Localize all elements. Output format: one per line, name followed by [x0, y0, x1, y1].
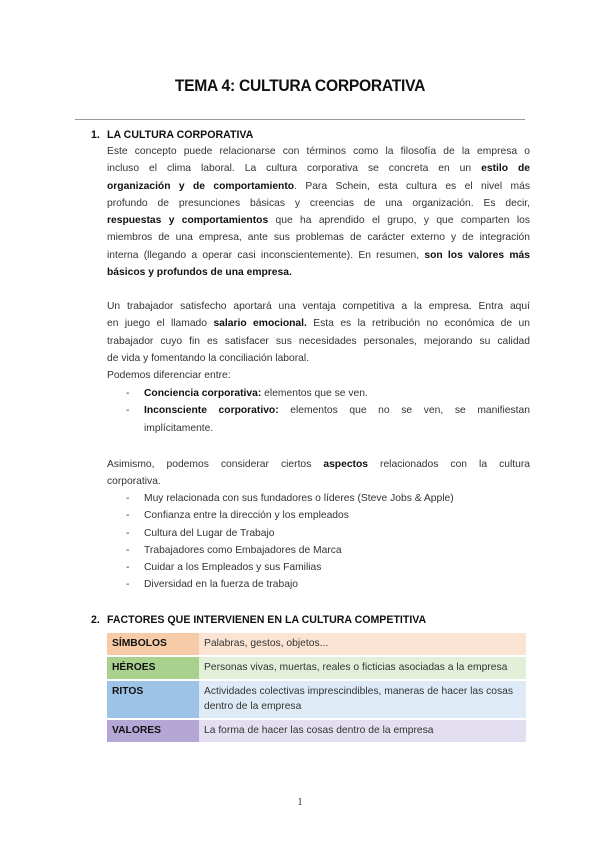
section-2-heading: [91, 614, 426, 626]
section-1-number: 1.: [91, 129, 100, 141]
text-line: Podemos diferenciar entre:: [107, 370, 231, 382]
factor-value-cell: Palabras, gestos, objetos...: [199, 633, 526, 655]
aspects-list: [107, 490, 530, 594]
factor-key-cell: HÉROES: [107, 657, 199, 679]
text-line: trabajador cuyo fin es satisfacer sus necesidades personales, mejorando su calidad: [107, 335, 530, 347]
table-row: [107, 720, 526, 742]
list-item: - Confianza entre la dirección y los empleados: [107, 507, 530, 524]
corporate-types-list: [107, 385, 530, 437]
table-row: [107, 681, 526, 718]
text-line: en juego el llamado salario emocional. Esta es la retribución no económica de un: [107, 318, 530, 330]
factor-value-cell: La forma de hacer las cosas dentro de la empresa: [199, 720, 526, 742]
table-row: [107, 633, 526, 655]
paragraph-aspects: [107, 456, 530, 491]
text-line: profundo de presunciones básicas y creencias de una organización. Es decir,: [107, 197, 530, 209]
list-item: - Trabajadores como Embajadores de Marca: [107, 542, 530, 559]
section-2-number: 2.: [91, 614, 100, 626]
factor-key-cell: RITOS: [107, 681, 199, 718]
list-item: - Inconsciente corporativo: elementos que no se ven, se manifiestan implícitamente.: [107, 402, 530, 437]
page-number: 1: [297, 797, 303, 808]
section-1-title: LA CULTURA CORPORATIVA: [107, 129, 254, 141]
section-1-heading: [91, 129, 253, 141]
text-line: organización y de comportamiento. Para Schein, esta cultura es el nivel más: [107, 180, 531, 192]
factors-table: [107, 631, 526, 744]
list-item: - Cultura del Lugar de Trabajo: [107, 525, 530, 542]
text-line: Asimismo, podemos considerar ciertos aspectos relacionados con la cultura: [107, 459, 530, 470]
page-title: TEMA 4: CULTURA CORPORATIVA: [174, 76, 426, 95]
text-line: respuestas y comportamientos que ha aprendido el grupo, y que comparten los: [107, 215, 530, 227]
factor-value-cell: Actividades colectivas imprescindibles, maneras de hacer las cosas dentro de la empresa: [199, 681, 526, 718]
factor-key-cell: SÍMBOLOS: [107, 633, 199, 655]
list-item: - Cuidar a los Empleados y sus Familias: [107, 559, 530, 576]
text-line: de vida y fomentando la conciliación laboral.: [107, 352, 310, 364]
text-line: básicos y profundos de una empresa.: [107, 267, 292, 279]
factor-value-cell: Personas vivas, muertas, reales o ficticias asociadas a la empresa: [199, 657, 526, 679]
section-2-title: FACTORES QUE INTERVIENEN EN LA CULTURA COMPETITIVA: [107, 614, 427, 626]
list-item: - Diversidad en la fuerza de trabajo: [107, 576, 530, 593]
text-line: interna (llegando a operar casi inconscientemente). En resumen, son los valores más: [107, 249, 530, 261]
title-divider: [75, 119, 525, 120]
table-row: [107, 657, 526, 679]
text-line: incluso el clima laboral. La cultura corporativa se concreta en un estilo de: [107, 163, 530, 175]
text-line: miembros de una empresa, ante sus problemas de carácter externo y de integración: [107, 232, 530, 244]
text-line: corporativa.: [107, 476, 161, 488]
paragraph-emotional-salary: [107, 298, 530, 384]
text-line: Un trabajador satisfecho aportará una ventaja competitiva a la empresa. Entra aquí: [107, 301, 530, 312]
factor-key-cell: VALORES: [107, 720, 199, 742]
text-line: Este concepto puede relacionarse con términos como la filosofía de la empresa o: [107, 146, 530, 157]
list-item: - Conciencia corporativa: elementos que se ven.: [107, 385, 530, 402]
paragraph-definition: [107, 143, 530, 281]
list-item: - Muy relacionada con sus fundadores o líderes (Steve Jobs & Apple): [107, 490, 530, 507]
